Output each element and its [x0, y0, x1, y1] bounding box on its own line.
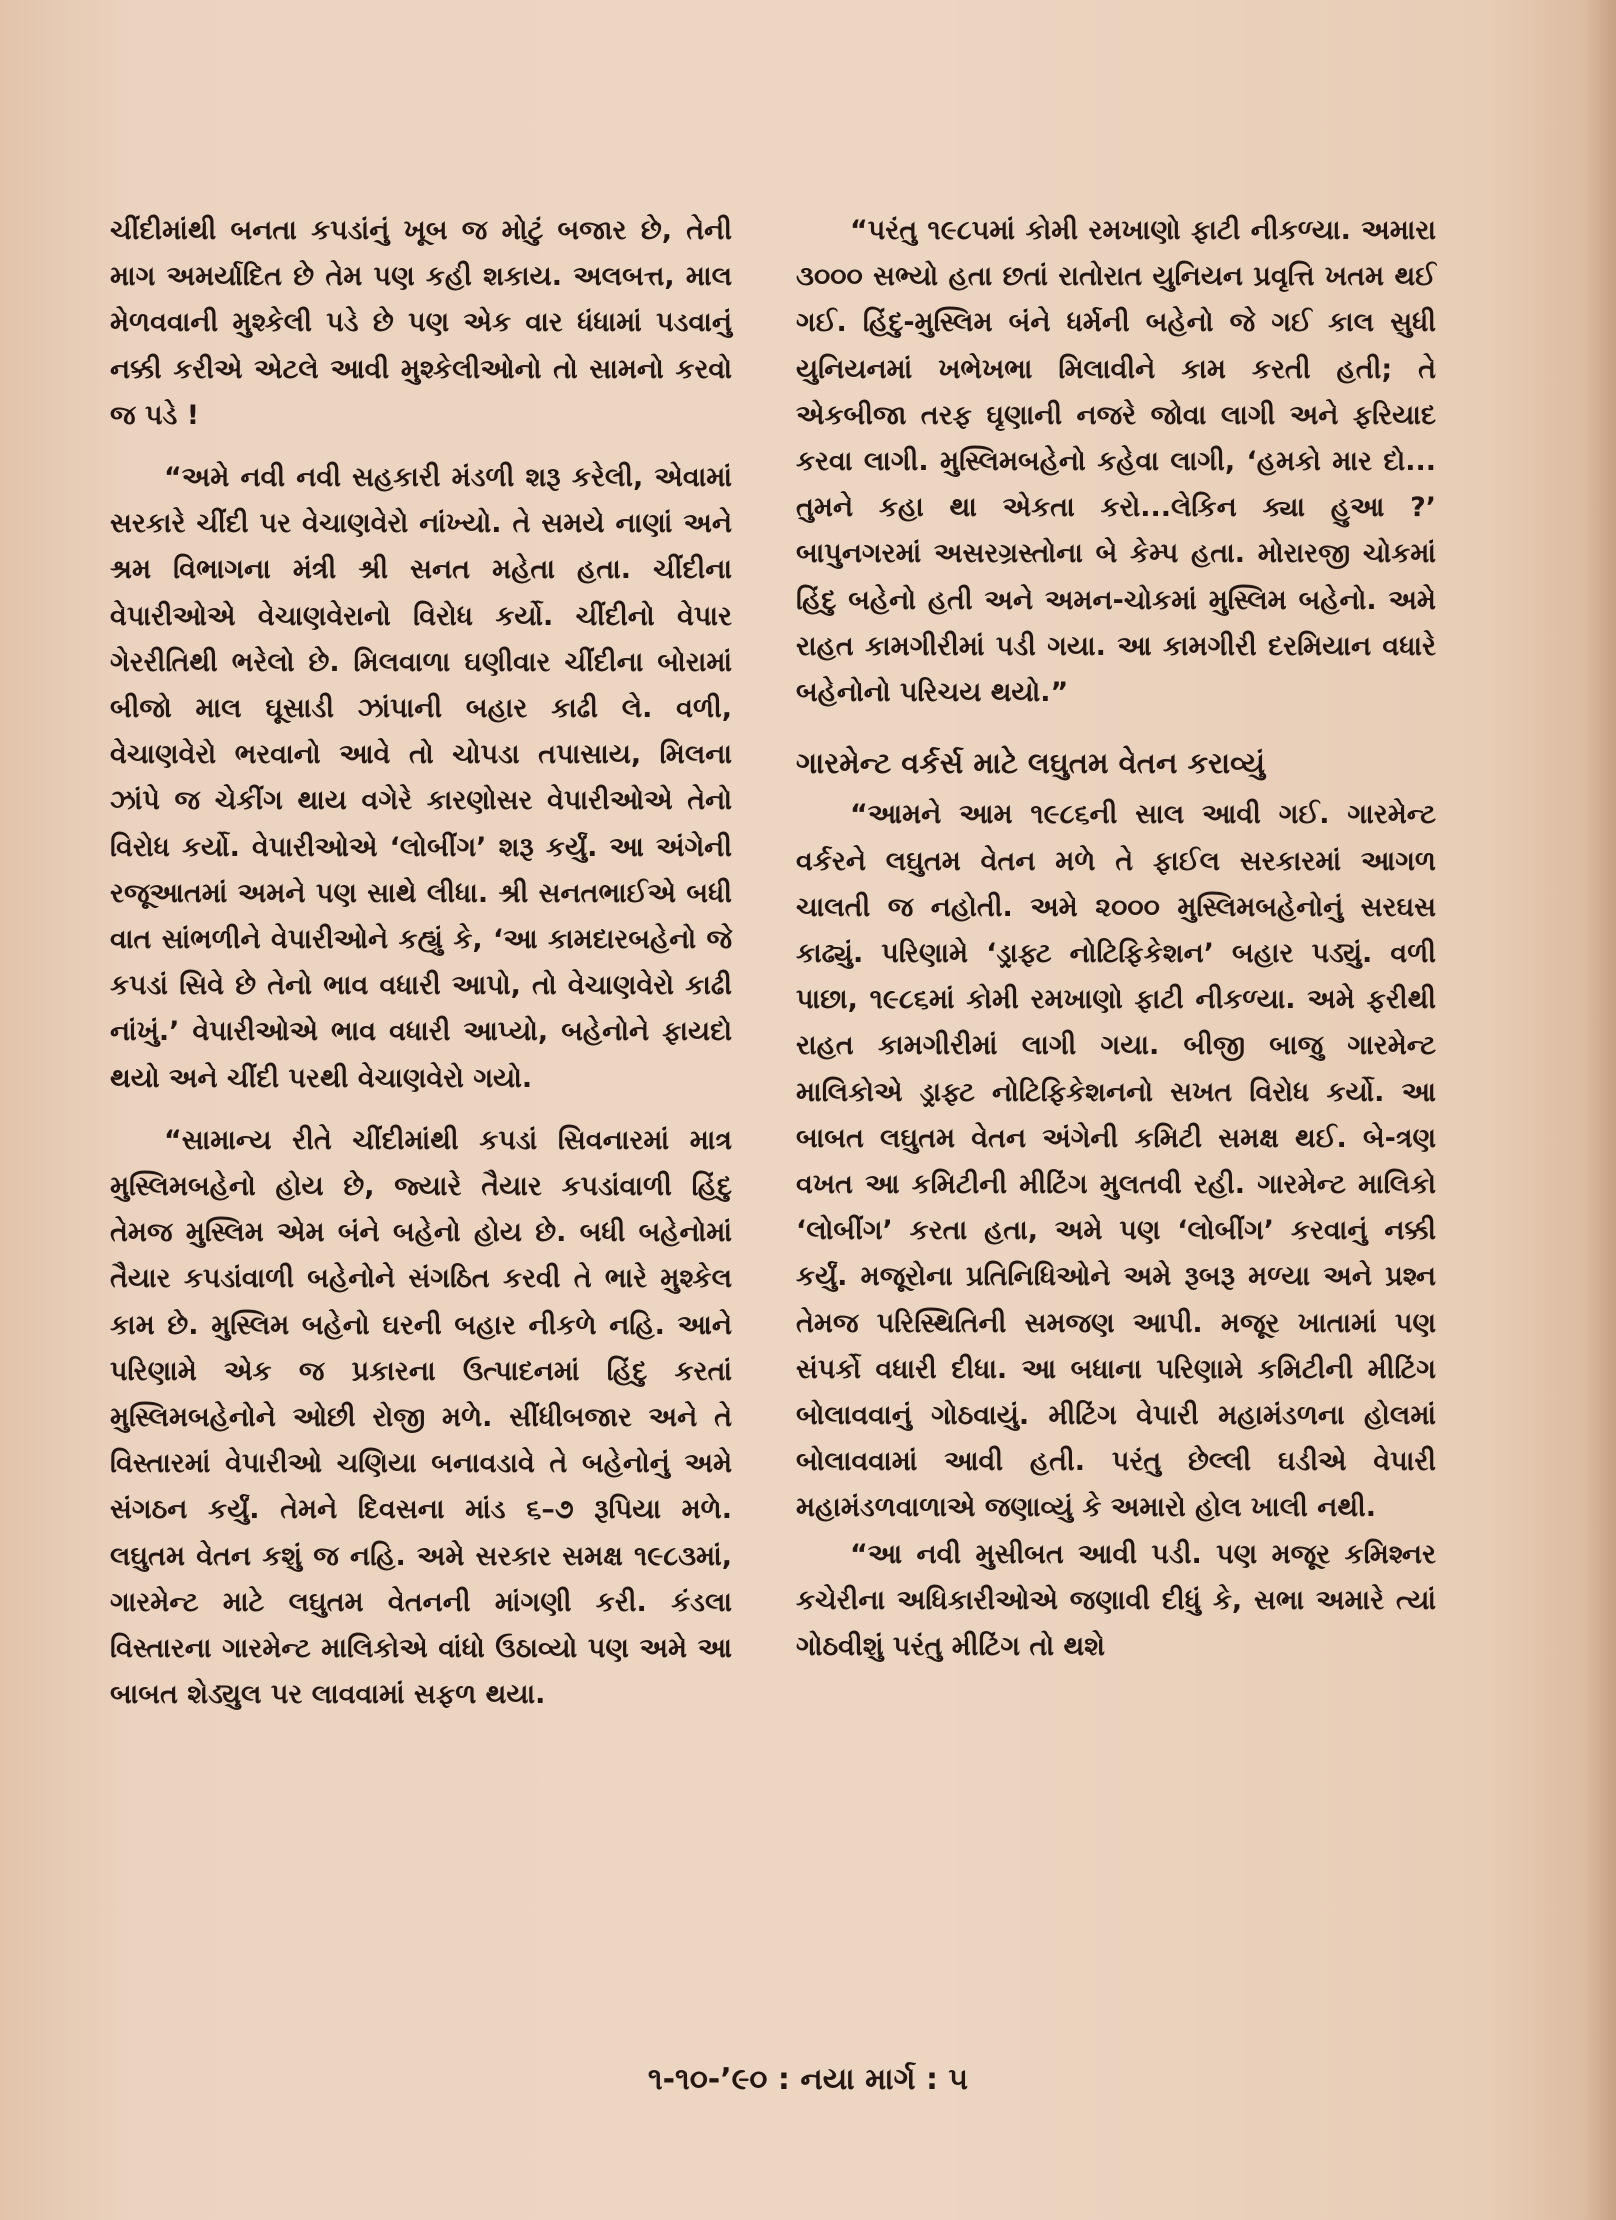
section-heading: ગારમેન્ટ વર્કર્સ માટે લઘુતમ વેતન કરાવ્યું [796, 746, 1266, 781]
left-paragraph-1: ચીંદીમાંથી બનતા કપડાંનું ખૂબ જ મોટું બજાર છે, તેની માગ અમર્યાદિત છે તેમ પણ કહી શકાય. અલબત્ત, માલ મેળવવાની મુશ્કેલી પડે છે પણ એક વાર ધંધામાં પડવાનું નક્કી કરીએ એટલે આવી મુશ્કેલીઓનો તો સામનો કરવો જ પડે ! [110, 215, 732, 431]
right-paragraph-1: “પરંતુ ૧૯૮૫માં કોમી રમખાણો ફાટી નીકળ્યા. અમારા ૩૦૦૦ સભ્યો હતા છતાં રાતોરાત યુનિયન પ્રવૃત્તિ ખતમ થઈ ગઈ. હિંદુ-મુસ્લિમ બંને ધર્મની બહેનો જે ગઈ કાલ સુધી યુનિયનમાં ખભેખભા મિલાવીને કામ કરતી હતી; તે એકબીજા તરફ ઘૃણાની નજરે જોવા લાગી અને ફરિયાદ કરવા લાગી. મુસ્લિમબહેનો કહેવા લાગી, ‘હમકો માર દો... તુમને કહા થા એકતા કરો...લેકિન ક્યા હુઆ ?’ બાપુનગરમાં અસરગ્રસ્તોના બે કેમ્પ હતા. મોરારજી ચોકમાં હિંદુ બહેનો હતી અને અમન-ચોકમાં મુસ્લિમ બહેનો. અમે રાહત કામગીરીમાં પડી ગયા. આ કામગીરી દરમિયાન વધારે બહેનોનો પરિચય થયો.” [796, 215, 1436, 709]
right-paragraph-2: “આમને આમ ૧૯૮૬ની સાલ આવી ગઈ. ગારમેન્ટ વર્કરને લઘુતમ વેતન મળે તે ફાઈલ સરકારમાં આગળ ચાલતી જ નહોતી. અમે ૨૦૦૦ મુસ્લિમબહેનોનું સરઘસ કાઢ્યું. પરિણામે ‘ડ્રાફ્ટ નોટિફિકેશન’ બહાર પડ્યું. વળી પાછા, ૧૯૮૬માં કોમી રમખાણો ફાટી નીકળ્યા. અમે ફરીથી રાહત કામગીરીમાં લાગી ગયા. બીજી બાજુ ગારમેન્ટ માલિકોએ ડ્રાફ્ટ નોટિફિકેશનનો સખત વિરોધ કર્યો. આ બાબત લઘુતમ વેતન અંગેની કમિટી સમક્ષ થઈ. બે-ત્રણ વખત આ કમિટીની મીટિંગ મુલતવી રહી. ગારમેન્ટ માલિકો ‘લોબીંગ’ કરતા હતા, અમે પણ ‘લોબીંગ’ કરવાનું નક્કી કર્યું. મજૂરોના પ્રતિનિધિઓને અમે રૂબરૂ મળ્યા અને પ્રશ્ન તેમજ પરિસ્થિતિની સમજણ આપી. મજૂર ખાતામાં પણ સંપર્કો વધારી દીધા. આ બધાના પરિણામે કમિટીની મીટિંગ બોલાવવાનું ગોઠવાયું. મીટિંગ વેપારી મહામંડળના હોલમાં બોલાવવામાં આવી હતી. પરંતુ છેલ્લી ઘડીએ વેપારી મહામંડળવાળાએ જણાવ્યું કે અમારો હોલ ખાલી નથી. [796, 799, 1436, 1524]
page-edge-shadow [1582, 0, 1616, 2220]
left-paragraph-3: “સામાન્ય રીતે ચીંદીમાંથી કપડાં સિવનારમાં માત્ર મુસ્લિમબહેનો હોય છે, જ્યારે તૈયાર કપડાંવાળી હિંદુ તેમજ મુસ્લિમ એમ બંને બહેનો હોય છે. બધી બહેનોમાં તૈયાર કપડાંવાળી બહેનોને સંગઠિત કરવી તે ભારે મુશ્કેલ કામ છે. મુસ્લિમ બહેનો ઘરની બહાર નીકળે નહિ. આને પરિણામે એક જ પ્રકારના ઉત્પાદનમાં હિંદુ કરતાં મુસ્લિમબહેનોને ઓછી રોજી મળે. સીંધીબજાર અને તે વિસ્તારમાં વેપારીઓ ચણિયા બનાવડાવે તે બહેનોનું અમે સંગઠન કર્યું. તેમને દિવસના માંડ ૬–૭ રૂપિયા મળે. લઘુતમ વેતન કશું જ નહિ. અમે સરકાર સમક્ષ ૧૯૮૩માં, ગારમેન્ટ માટે લઘુતમ વેતનની માંગણી કરી. કંડલા વિસ્તારના ગારમેન્ટ માલિકોએ વાંધો ઉઠાવ્યો પણ અમે આ બાબત શેડ્યુલ પર લાવવામાં સફળ થયા. [110, 1124, 732, 1711]
left-column [110, 208, 732, 1719]
page-footer: ૧-૧૦-’૯૦ : નયા માર્ગ : ૫ [647, 2062, 969, 2097]
right-paragraph-3: “આ નવી મુસીબત આવી પડી. પણ મજૂર કમિશ્નર કચેરીના અધિકારીઓએ જણાવી દીધું કે, સભા અમારે ત્યાં ગોઠવીશું પરંતુ મીટિંગ તો થશે [796, 1538, 1436, 1663]
left-paragraph-2: “અમે નવી નવી સહકારી મંડળી શરૂ કરેલી, એવામાં સરકારે ચીંદી પર વેચાણવેરો નાંખ્યો. તે સમયે નાણાં અને શ્રમ વિભાગના મંત્રી શ્રી સનત મહેતા હતા. ચીંદીના વેપારીઓએ વેચાણવેરાનો વિરોધ કર્યો. ચીંદીનો વેપાર ગેરરીતિથી ભરેલો છે. મિલવાળા ઘણીવાર ચીંદીના બોરામાં બીજો માલ ઘૂસાડી ઝાંપાની બહાર કાઢી લે. વળી, વેચાણવેરો ભરવાનો આવે તો ચોપડા તપાસાય, મિલના ઝાંપે જ ચેકીંગ થાય વગેરે કારણોસર વેપારીઓએ તેનો વિરોધ કર્યો. વેપારીઓએ ‘લોબીંગ’ શરૂ કર્યું. આ અંગેની રજૂઆતમાં અમને પણ સાથે લીધા. શ્રી સનતભાઈએ બધી વાત સાંભળીને વેપારીઓને કહ્યું કે, ‘આ કામદારબહેનો જે કપડાં સિવે છે તેનો ભાવ વધારી આપો, તો વેચાણવેરો કાઢી નાંખું.’ વેપારીઓએ ભાવ વધારી આપ્યો, બહેનોને ફાયદો થયો અને ચીંદી પરથી વેચાણવેરો ગયો. [110, 462, 732, 1094]
right-column [796, 208, 1436, 1670]
